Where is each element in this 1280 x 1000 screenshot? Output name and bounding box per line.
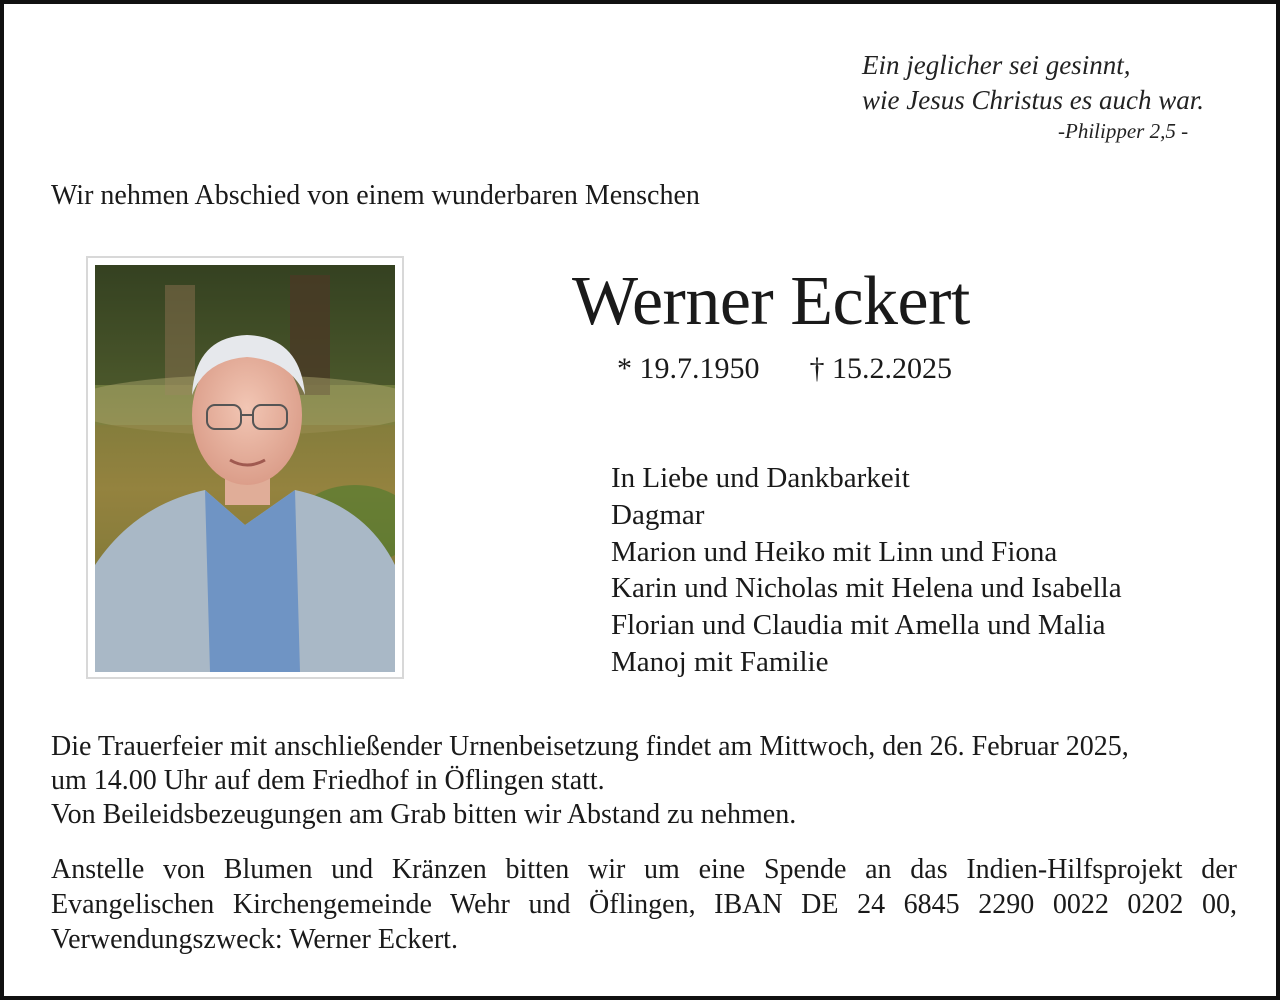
- family-line: Manoj mit Familie: [611, 645, 829, 678]
- birth-date: * 19.7.1950: [617, 352, 760, 385]
- deceased-name: Werner Eckert: [572, 263, 970, 340]
- family-line: Dagmar: [611, 498, 705, 531]
- intro-text: Wir nehmen Abschied von einem wunderbaren Menschen: [51, 180, 700, 211]
- family-line: In Liebe und Dankbarkeit: [611, 462, 910, 494]
- family-line: Florian und Claudia mit Amella und Malia: [611, 609, 1106, 642]
- ceremony-line-2: um 14.00 Uhr auf dem Friedhof in Öflingen statt.: [51, 765, 605, 796]
- death-date: † 15.2.2025: [809, 352, 952, 385]
- life-dates: [617, 350, 952, 388]
- family-line: Marion und Heiko mit Linn und Fiona: [611, 535, 1058, 568]
- portrait-photo: [95, 265, 395, 672]
- verse-reference: -Philipper 2,5 -: [1058, 119, 1189, 143]
- ceremony-line-3: Von Beileidsbezeugungen am Grab bitten wir Abstand zu nehmen.: [51, 799, 797, 830]
- family-list: [611, 460, 1122, 681]
- verse-line-1: Ein jeglicher sei gesinnt,: [862, 50, 1131, 80]
- donation-info: Anstelle von Blumen und Kränzen bitten wir um eine Spende an das Indien-Hilfsprojekt der Evangelischen Kirchengemeinde Wehr und Öflingen, IBAN DE 24 6845 2290 0022 0202 00, Verwendungszweck: Werner Eckert.: [51, 854, 1237, 955]
- bible-verse: [862, 48, 1262, 144]
- ceremony-info: [51, 730, 1241, 832]
- ceremony-line-1: Die Trauerfeier mit anschließender Urnenbeisetzung findet am Mittwoch, den 26. Februar 2025,: [51, 731, 1129, 762]
- verse-line-2: wie Jesus Christus es auch war.: [862, 85, 1205, 115]
- portrait-frame: [86, 256, 404, 679]
- family-line: Karin und Nicholas mit Helena und Isabella: [611, 572, 1122, 605]
